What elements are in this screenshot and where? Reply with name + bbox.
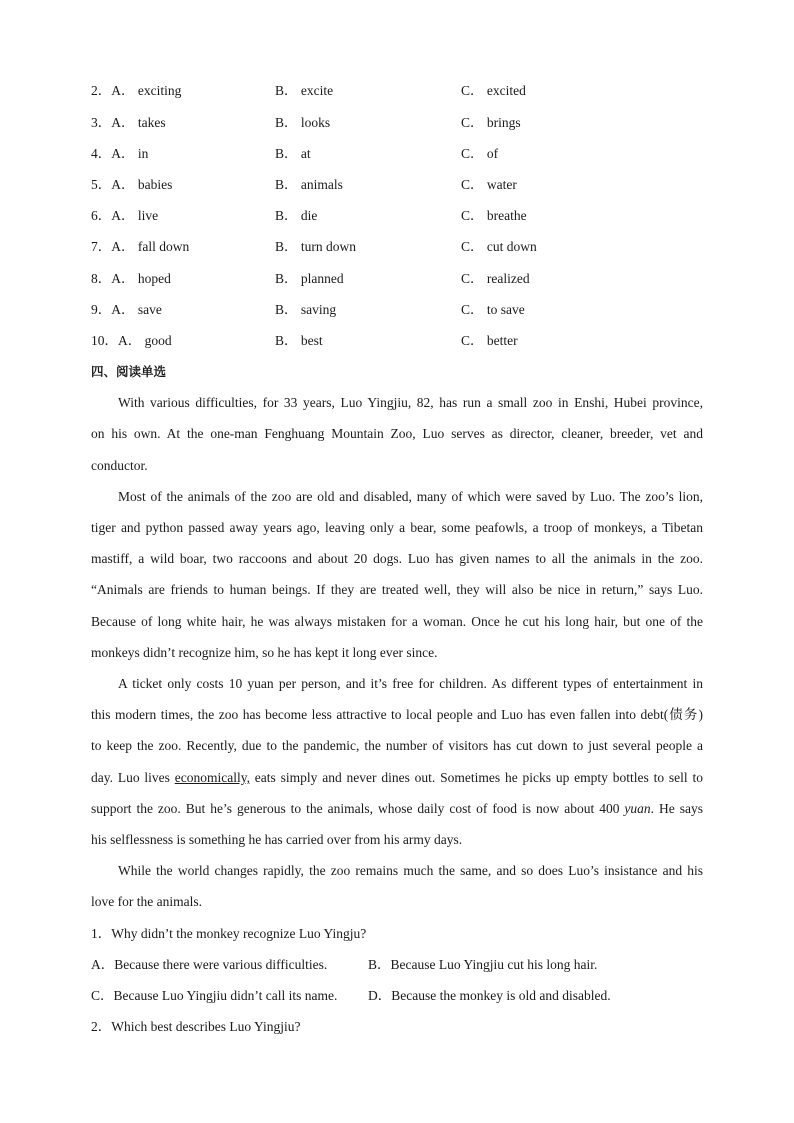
option-a: 6．A． live	[91, 208, 159, 223]
passage-line: love for the animals.	[91, 894, 202, 909]
choice-row	[91, 81, 731, 101]
option-a: 7．A． fall down	[91, 239, 190, 254]
choice-row	[91, 113, 731, 133]
option-b: B． saving	[275, 302, 337, 317]
option-a: 3．A． takes	[91, 115, 166, 130]
text-segment: day. Luo lives	[91, 770, 175, 785]
choice-row	[91, 237, 731, 257]
question-1-option-c: C．Because Luo Yingjiu didn’t call its name.	[91, 988, 338, 1003]
passage-line: tiger and python passed away years ago, leaving only a bear, some peafowls, a troop of monkeys, a Tibetan	[91, 520, 703, 535]
option-b: B． turn down	[275, 239, 356, 254]
option-c: C． cut down	[461, 239, 537, 254]
text-segment: support the zoo. But he’s generous to the animals, whose daily cost of food is now about 400	[91, 801, 625, 816]
choice-row	[91, 331, 731, 351]
option-c: C． better	[461, 333, 518, 348]
section-title: 四、阅读单选	[91, 364, 167, 379]
question-2: 2．Which best describes Luo Yingjiu?	[91, 1019, 301, 1034]
choice-row	[91, 144, 731, 164]
option-b: B． animals	[275, 177, 343, 192]
option-a: 4．A． in	[91, 146, 149, 161]
passage-line: on his own. At the one-man Fenghuang Mountain Zoo, Luo serves as director, cleaner, breeder, vet and	[91, 426, 703, 441]
option-b: B． die	[275, 208, 318, 223]
option-a: 8．A． hoped	[91, 271, 171, 286]
passage-line: A ticket only costs 10 yuan per person, and it’s free for children. As different types of entertainment in	[118, 676, 703, 691]
passage-line: While the world changes rapidly, the zoo remains much the same, and so does Luo’s insistance and his	[118, 863, 703, 878]
underlined-word: economically,	[174, 770, 250, 785]
text-segment: eats simply and never dines out. Sometimes he picks up empty bottles to sell to	[249, 770, 703, 785]
option-b: B． looks	[275, 115, 331, 130]
passage-line	[91, 799, 703, 819]
option-c: C． water	[461, 177, 517, 192]
choice-row	[91, 175, 731, 195]
text-segment: . He says	[650, 801, 703, 816]
passage-line: this modern times, the zoo has become less attractive to local people and Luo has even fallen into debt(债务)	[91, 707, 703, 722]
option-a: 9．A． save	[91, 302, 162, 317]
option-c: C． breathe	[461, 208, 527, 223]
question-1-option-b: B．Because Luo Yingjiu cut his long hair.	[368, 957, 598, 972]
option-b: B． at	[275, 146, 311, 161]
option-b: B． planned	[275, 271, 344, 286]
option-c: C． realized	[461, 271, 530, 286]
option-c: C． brings	[461, 115, 521, 130]
choice-row	[91, 269, 731, 289]
option-c: C． of	[461, 146, 499, 161]
option-a: 2．A． exciting	[91, 83, 182, 98]
option-c: C． excited	[461, 83, 526, 98]
question-1: 1．Why didn’t the monkey recognize Luo Yingju?	[91, 926, 367, 941]
italic-word: yuan	[624, 801, 651, 816]
passage-line: conductor.	[91, 458, 148, 473]
passage-line: mastiff, a wild boar, two raccoons and about 20 dogs. Luo has given names to all the animals in the zoo.	[91, 551, 703, 566]
option-c: C． to save	[461, 302, 525, 317]
passage-line: monkeys didn’t recognize him, so he has kept it long ever since.	[91, 645, 438, 660]
option-a: 10．A． good	[91, 333, 172, 348]
passage-line: to keep the zoo. Recently, due to the pandemic, the number of visitors has cut down to just several people a	[91, 738, 703, 753]
option-b: B． excite	[275, 83, 334, 98]
passage-line: his selflessness is something he has carried over from his army days.	[91, 832, 463, 847]
passage-line	[91, 768, 703, 788]
passage-line: “Animals are friends to human beings. If they are treated well, they will also be nice in return,” says Luo.	[91, 582, 703, 597]
option-a: 5．A． babies	[91, 177, 173, 192]
question-1-option-d: D．Because the monkey is old and disabled.	[368, 988, 611, 1003]
option-b: B． best	[275, 333, 323, 348]
question-1-option-a: A．Because there were various difficulties.	[91, 957, 328, 972]
choice-row	[91, 206, 731, 226]
passage-line: Because of long white hair, he was always mistaken for a woman. Once he cut his long hair, but one of the	[91, 614, 703, 629]
choice-row	[91, 300, 731, 320]
passage-line: With various difficulties, for 33 years, Luo Yingjiu, 82, has run a small zoo in Enshi, Hubei province,	[118, 395, 703, 410]
passage-line: Most of the animals of the zoo are old and disabled, many of which were saved by Luo. The zoo’s lion,	[118, 489, 703, 504]
